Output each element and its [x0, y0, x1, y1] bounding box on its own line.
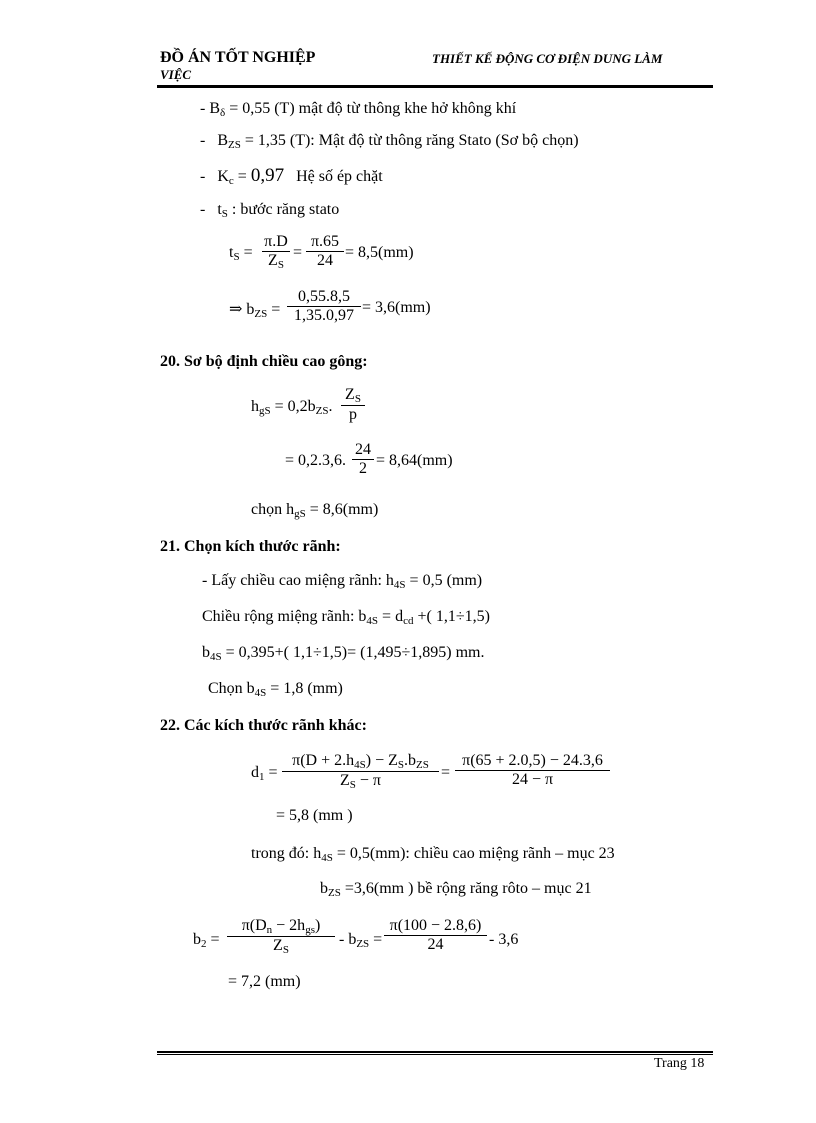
eq-hgs-frac2: $\frac{24}{2}$ — [352, 441, 374, 478]
section-22-title: 22. Các kích thước rãnh khác: — [160, 717, 367, 734]
eq-ts-equals: = — [293, 244, 303, 261]
eq-d1-frac2: $\frac{\pi(65 + 2.0,5) - 24.3,6}{24 - \pi}$ — [455, 752, 610, 789]
header-rule — [157, 85, 713, 88]
item-t-s: - $t_S$ : bước răng stato — [200, 201, 340, 220]
header-title-continued: VIỆC — [160, 67, 192, 82]
item-b-zs: - $B_{ZS} = 1,35$ (T): Mật độ từ thông răng Stato (Sơ bộ chọn) — [200, 132, 579, 151]
eq-hgs-result: = 8,64(mm) — [376, 452, 453, 469]
footer-rule-thin — [157, 1054, 713, 1055]
eq-b2-frac1: $\pi(D_n - 2h_{gs})$ $Z_S$ — [227, 917, 335, 956]
section-21-line1: - Lấy chiều cao miệng rãnh: $h_{4S} = 0,5$ (mm) — [202, 572, 483, 591]
where-bzs: $b_{ZS} =3,6(mm$ ) bề rộng răng rôto – mục 21 — [320, 880, 592, 899]
eq-b2-lhs: $b_2$ = — [193, 931, 220, 950]
eq-hgs-step: = 0,2.3,6. — [285, 452, 347, 469]
eq-bzs-frac: $\frac{0,55.8,5}{1,35.0,97}$ — [287, 288, 361, 325]
eq-d1-lhs: $d_1$ = — [251, 764, 278, 783]
section-21-title: 21. Chọn kích thước rãnh: — [160, 538, 341, 555]
eq-bzs-result: = 3,6(mm) — [362, 299, 431, 316]
eq-ts-frac2: $\frac{\pi.65}{24}$ — [306, 233, 344, 270]
page-number: Trang 18 — [654, 1056, 705, 1071]
eq-hgs-lhs: $h_{gS} = 0,2b_{ZS}$. — [251, 398, 333, 417]
eq-d1-equals: = — [441, 764, 451, 781]
section-20-choice: chọn $h_{gS} = 8,6(mm)$ — [251, 501, 379, 520]
footer-rule — [157, 1051, 713, 1053]
header-subtitle: THIẾT KẾ ĐỘNG CƠ ĐIỆN DUNG LÀM — [432, 51, 663, 66]
section-21-line2: Chiều rộng miệng rãnh: $b_{4S} = d_{cd}$ +( 1,1÷1,5) — [202, 608, 490, 627]
section-21-line4: Chọn $b_{4S} = 1,8$ (mm) — [208, 680, 343, 699]
eq-b2-mid: - $b_{ZS}$ = — [339, 931, 383, 950]
eq-hgs-frac: $\frac{Z_S}{p}$ — [341, 386, 365, 424]
where-h4s: trong đó: $h_{4S} = 0,5(mm)$: chiều cao miệng rãnh – mục 23 — [251, 845, 615, 864]
eq-b2-frac2: $\frac{\pi(100 - 2.8,6)}{24}$ — [384, 917, 487, 954]
eq-ts-lhs: $t_S$ = — [229, 244, 253, 263]
eq-b2-tail: - 3,6 — [489, 931, 519, 948]
item-b-delta: - $B_\delta = 0,55$ (T) mật độ từ thông khe hở không khí — [200, 100, 517, 119]
eq-ts-frac1: $\frac{\pi.D}{Z_S}$ — [262, 233, 290, 271]
section-21-line3: $b_{4S} = 0,395+$( 1,1÷1,5)= (1,495÷1,895) mm. — [202, 644, 485, 663]
eq-ts-result: = 8,5(mm) — [345, 244, 414, 261]
header-title: ĐỒ ÁN TỐT NGHIỆP — [160, 49, 316, 66]
eq-bzs-lhs: ⇒ $b_{ZS}$ = — [229, 301, 281, 320]
section-20-title: 20. Sơ bộ định chiều cao gông: — [160, 353, 368, 370]
eq-b2-result: = 7,2 (mm) — [228, 973, 301, 990]
eq-d1-result: = 5,8 (mm ) — [276, 807, 353, 824]
item-k-c: - $K_c = 0,97$ Hệ số ép chặt — [200, 165, 383, 187]
eq-d1-frac1: $\pi(D + 2.h_{4S}) - Z_S.b_{ZS}$ $Z_S - \pi$ — [282, 752, 439, 791]
